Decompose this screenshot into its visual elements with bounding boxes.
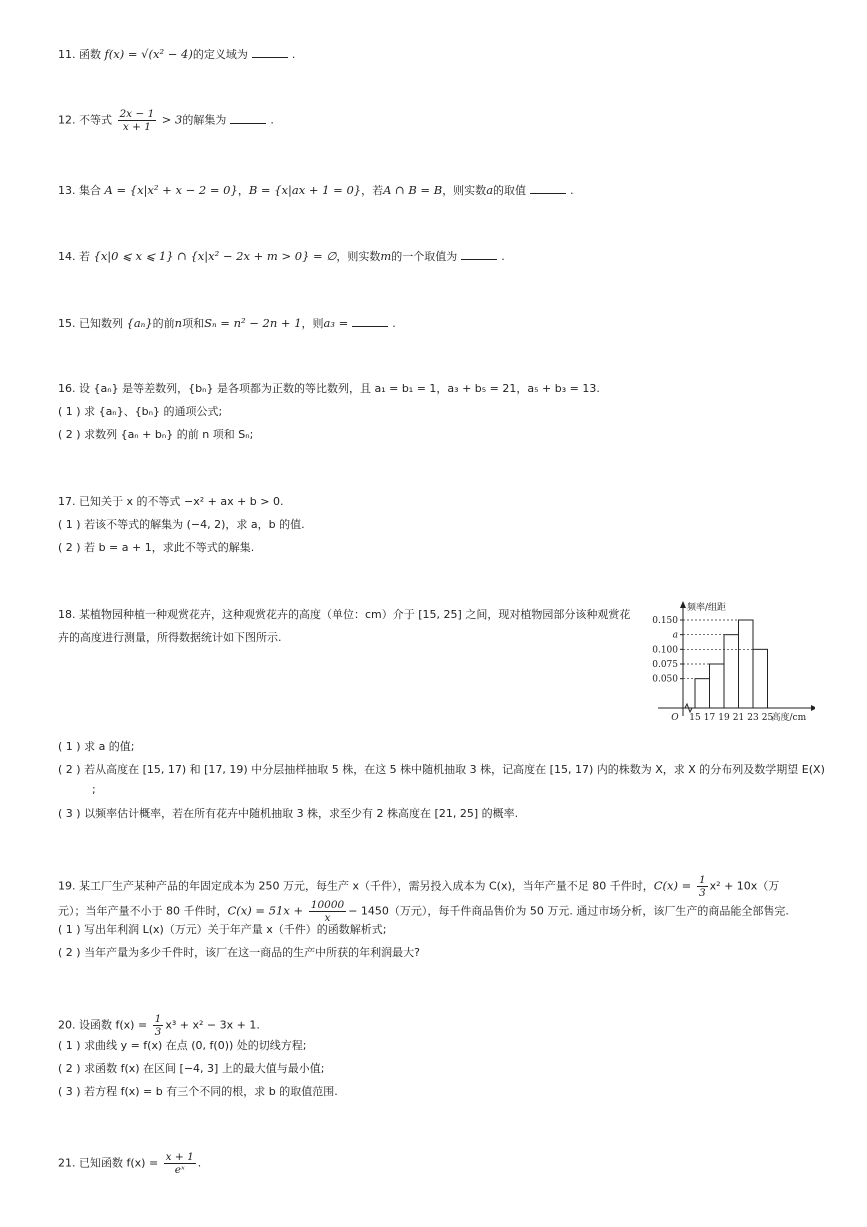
y-tick-label: 0.050 <box>652 674 678 685</box>
question-18-part-3: ( 3 ) 以频率估计概率，若在所有花卉中随机抽取 3 株，求至少有 2 株高度在 [21, 25] 的概率. <box>58 807 519 820</box>
x-axis-label: 高度/cm <box>771 713 807 723</box>
question-20-stem <box>58 1013 260 1038</box>
x-tick-label: 25 <box>761 713 774 723</box>
q12-text: 不等式 <box>79 113 112 127</box>
origin-label: O <box>671 713 679 723</box>
q20-fraction <box>153 1013 164 1038</box>
question-18-part-2-cont: ; <box>92 783 96 796</box>
q12-blank <box>230 123 266 124</box>
q12-frac-num: 2x − 1 <box>119 108 155 120</box>
y-tick-label: a <box>672 630 678 641</box>
question-15 <box>58 315 396 332</box>
x-tick-label: 21 <box>732 713 745 723</box>
q14-post: 的一个取值为 <box>391 250 458 263</box>
q21-text: 21. 已知函数 f(x) = <box>58 1156 162 1170</box>
question-19-part-1: ( 1 ) 写出年利润 L(x)（万元）关于年产量 x（千件）的函数解析式; <box>58 923 387 936</box>
q13-var: a <box>486 183 494 197</box>
histogram-bar <box>710 664 725 708</box>
q13-end: . <box>570 184 574 197</box>
q19-frac1-den: 3 <box>698 887 706 899</box>
q14-text: 若 <box>79 250 90 263</box>
y-axis-label: 频率/组距 <box>687 603 727 613</box>
q13-sep2: ，若 <box>361 184 384 197</box>
q14-mid: ，则实数 <box>336 250 381 263</box>
y-tick-label: 0.150 <box>652 616 678 626</box>
q11-blank <box>252 57 288 58</box>
q12-post: 的解集为 <box>182 113 227 127</box>
q13-sep3: ，则实数 <box>442 184 487 197</box>
question-14 <box>58 248 505 265</box>
q14-var: m <box>380 249 392 263</box>
question-17-part-2: ( 2 ) 若 b = a + 1，求此不等式的解集. <box>58 541 255 554</box>
q15-math-sum: Sₙ = n² − 2n + 1 <box>204 316 302 330</box>
q13-text: 集合 <box>79 184 101 197</box>
q15-mid1: 的前 <box>152 317 175 330</box>
q13-sep1: ， <box>237 184 249 197</box>
q14-blank <box>461 259 497 260</box>
question-19-stem-1 <box>58 874 779 899</box>
histogram-bar <box>695 679 710 708</box>
q13-math-a: A = {x|x² + x − 2 = 0} <box>104 183 238 197</box>
q21-frac-num: x + 1 <box>165 1151 194 1163</box>
x-tick-label: 17 <box>703 713 716 723</box>
question-19-stem-2 <box>58 899 789 924</box>
q11-end: . <box>291 48 296 61</box>
frequency-histogram <box>650 598 815 726</box>
q13-math-b: B = {x|ax + 1 = 0} <box>248 183 362 197</box>
histogram-bar <box>753 649 768 708</box>
question-16-part-1: ( 1 ) 求 {aₙ}、{bₙ} 的通项公式; <box>58 405 223 418</box>
y-axis-arrow <box>680 601 686 608</box>
q21-end: . <box>197 1156 202 1170</box>
q13-blank <box>530 193 566 194</box>
q20-text-b: x³ + x² − 3x + 1. <box>165 1018 260 1032</box>
question-19-part-2: ( 2 ) 当年产量为多少千件时，该厂在这一商品的生产中所获的年利润最大? <box>58 946 420 959</box>
question-18-part-1: ( 1 ) 求 a 的值; <box>58 740 135 753</box>
x-tick-label: 19 <box>718 713 730 723</box>
q19-text-1c: x² + 10x（万 <box>709 879 780 893</box>
question-13 <box>58 182 574 199</box>
q14-end: . <box>501 250 505 263</box>
q15-var: n <box>174 316 183 330</box>
q15-number: 15. <box>58 317 76 330</box>
q19-frac2-num: 10000 <box>310 899 345 911</box>
question-16-stem: 16. 设 {aₙ} 是等差数列，{bₙ} 是各项都为正数的等比数列，且 a₁ = b₁ = 1，a₃ + b₅ = 21，a₅ + b₃ = 13. <box>58 382 600 395</box>
q15-blank <box>352 326 388 327</box>
q20-text: 20. 设函数 f(x) = <box>58 1018 151 1032</box>
q12-end: . <box>270 113 274 127</box>
q15-mid3: ，则 <box>301 317 324 330</box>
q11-math: f(x) = √(x² − 4) <box>104 47 193 61</box>
question-20-part-1: ( 1 ) 求曲线 y = f(x) 在点 (0, f(0)) 处的切线方程; <box>58 1039 307 1052</box>
q21-fraction <box>164 1151 196 1176</box>
q11-post: 的定义域为 <box>192 48 248 61</box>
histogram-bar <box>724 635 739 708</box>
question-21-stem <box>58 1151 201 1176</box>
q12-number: 12. <box>58 113 76 127</box>
q15-mid2: 项和 <box>182 317 205 330</box>
q20-frac-den: 3 <box>154 1026 162 1038</box>
q12-frac-den: x + 1 <box>122 121 151 133</box>
q20-frac-num: 1 <box>154 1013 162 1025</box>
q19-math-2: C(x) = 51x + <box>227 903 307 918</box>
q15-math-seq: {aₙ} <box>126 316 153 330</box>
question-12 <box>58 108 274 133</box>
x-tick-label: 15 <box>689 713 701 723</box>
question-18-stem-2: 卉的高度进行测量，所得数据统计如下图所示. <box>58 631 282 644</box>
histogram-bar <box>739 620 754 708</box>
q19-frac2-den: x <box>324 912 331 924</box>
question-20-part-2: ( 2 ) 求函数 f(x) 在区间 [−4, 3] 上的最大值与最小值; <box>58 1062 325 1075</box>
x-tick-label: 23 <box>747 713 759 723</box>
q15-text: 已知数列 <box>79 317 123 330</box>
q13-math-c: A ∩ B = B <box>383 183 443 197</box>
question-18-stem-1: 18. 某植物园种植一种观赏花卉，这种观赏花卉的高度（单位：cm）介于 [15, 25] 之间，现对植物园部分该种观赏花 <box>58 608 631 621</box>
q19-text-2: 元）；当年产量不小于 80 千件时， <box>58 904 228 918</box>
q19-text-1: 19. 某工厂生产某种产品的年固定成本为 250 万元，每生产 x（千件），需另投入成本为 C(x)，当年产量不足 80 千件时， <box>58 879 654 893</box>
q12-math: > 3 <box>161 112 183 127</box>
question-17-stem: 17. 已知关于 x 的不等式 −x² + ax + b > 0. <box>58 495 284 508</box>
y-tick-label: 0.100 <box>652 645 678 656</box>
q15-end: . <box>392 317 396 330</box>
q13-number: 13. <box>58 184 76 197</box>
q19-text-2c: − 1450（万元），每千件商品售价为 50 万元. 通过市场分析，该厂生产的商品能全部售完. <box>348 904 789 918</box>
q19-fraction-1 <box>697 874 708 899</box>
q11-text: 函数 <box>79 48 101 61</box>
q11-number: 11. <box>58 48 76 61</box>
q14-math: {x|0 ⩽ x ⩽ 1} ∩ {x|x² − 2x + m > 0} = ∅ <box>93 249 337 263</box>
q21-frac-den: eˣ <box>174 1164 185 1176</box>
question-20-part-3: ( 3 ) 若方程 f(x) = b 有三个不同的根，求 b 的取值范围. <box>58 1085 338 1098</box>
question-18-part-2: ( 2 ) 若从高度在 [15, 17) 和 [17, 19) 中分层抽样抽取 5 株，在这 5 株中随机抽取 3 株，记高度在 [15, 17) 内的株数为 X，求 X 的分布列及数学期望 E(X) <box>58 763 825 776</box>
x-axis-arrow <box>811 705 815 711</box>
q14-number: 14. <box>58 250 76 263</box>
question-17-part-1: ( 1 ) 若该不等式的解集为 (−4, 2)，求 a，b 的值. <box>58 518 305 531</box>
q19-math-1: C(x) = <box>653 878 695 893</box>
question-16-part-2: ( 2 ) 求数列 {aₙ + bₙ} 的前 n 项和 Sₙ; <box>58 428 254 441</box>
q19-frac1-num: 1 <box>698 874 706 886</box>
question-11 <box>58 46 295 63</box>
y-tick-label: 0.075 <box>652 660 678 670</box>
q19-fraction-2 <box>309 899 346 924</box>
q12-fraction <box>118 108 157 133</box>
q15-math-a3: a₃ = <box>323 316 349 330</box>
q13-post: 的取值 <box>493 184 527 197</box>
